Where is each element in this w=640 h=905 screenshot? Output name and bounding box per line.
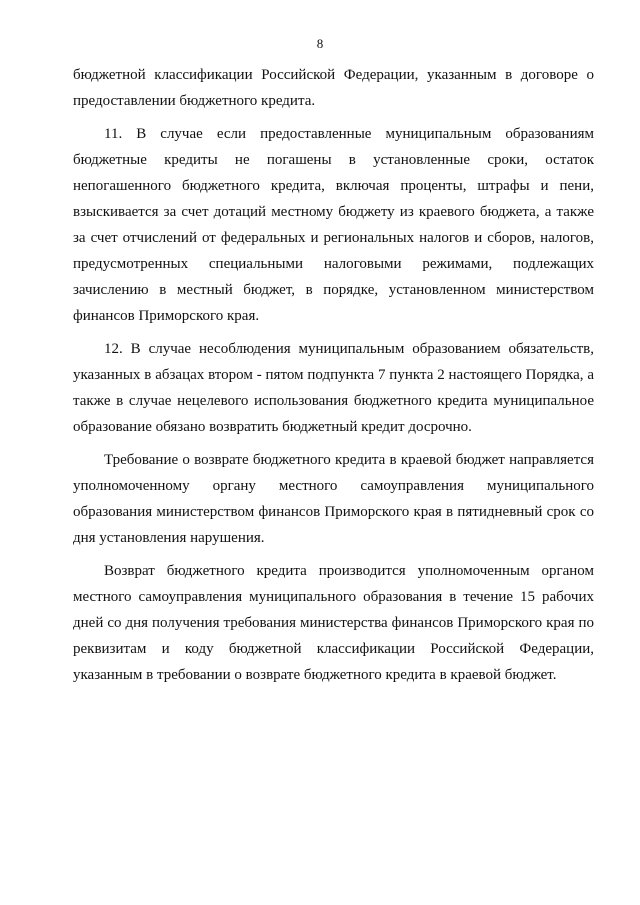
- paragraph-clause-12: 12. В случае несоблюдения муниципальным образованием обязательств, указанных в абзацах втором - пятом подпункта 7 пункта 2 настоящего Порядка, а также в случае нецелевого использования бюджетного кредита муниципальное образование обязано возвратить бюджетный кредит досрочно.: [73, 341, 594, 435]
- page-number: 8: [316, 36, 324, 51]
- paragraph-continuation: бюджетной классификации Российской Федерации, указанным в договоре о предоставлении бюджетного кредита.: [73, 67, 594, 109]
- paragraph-clause-11: 11. В случае если предоставленные муниципальным образованиям бюджетные кредиты не погашены в установленные сроки, остаток непогашенного бюджетного кредита, включая проценты, штрафы и пени, взыскивается за счет дотаций местному бюджету из краевого бюджета, а также за счет отчислений от федеральных и региональных налогов и сборов, налогов, предусмотренных специальными налоговыми режимами, подлежащих зачислению в местный бюджет, в порядке, установленном министерством финансов Приморского края.: [73, 126, 594, 324]
- document-body: [73, 62, 594, 695]
- paragraph-repayment-demand: Требование о возврате бюджетного кредита в краевой бюджет направляется уполномоченному органу местного самоуправления муниципального образования министерством финансов Приморского края в пятидневный срок со дня установления нарушения.: [73, 452, 594, 546]
- paragraph-repayment-procedure: Возврат бюджетного кредита производится уполномоченным органом местного самоуправления муниципального образования в течение 15 рабочих дней со дня получения требования министерства финансов Приморского края по реквизитам и коду бюджетной классификации Российской Федерации, указанным в требовании о возврате бюджетного кредита в краевой бюджет.: [73, 563, 594, 683]
